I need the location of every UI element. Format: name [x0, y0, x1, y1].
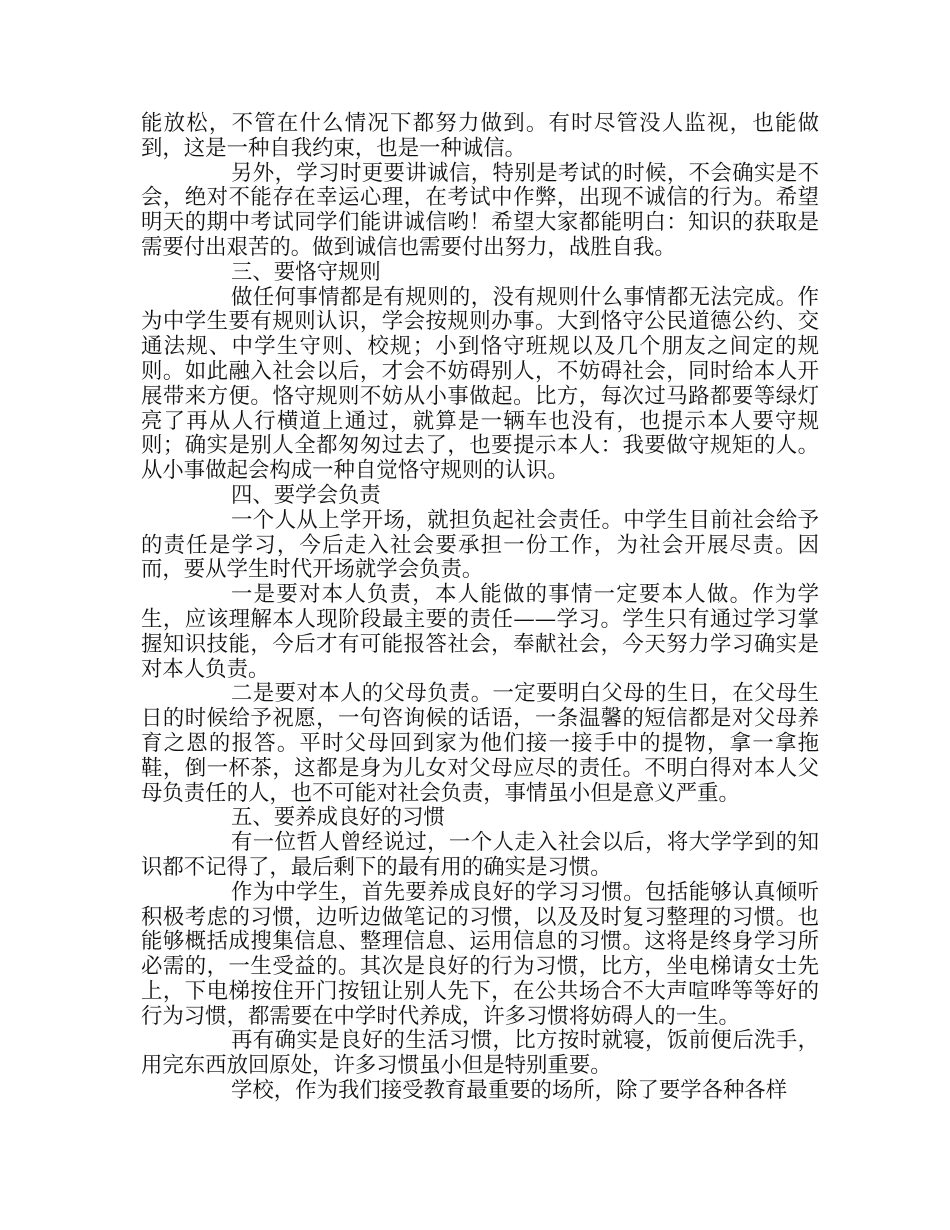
paragraph-12: 再有确实是良好的生活习惯，比方按时就寝，饭前便后洗手，用完东西放回原处，许多习惯虽小但是特别重要。 — [141, 1028, 819, 1079]
document-page — [141, 112, 819, 1104]
paragraph-1: 能放松，不管在什么情况下都努力做到。有时尽管没人监视，也能做到，这是一种自我约束，也是一种诚信。 — [141, 111, 819, 161]
paragraph-13: 学校，作为我们接受教育最重要的场所，除了要学各种各样 — [231, 1078, 788, 1104]
paragraph-2: 另外，学习时更要讲诚信，特别是考试的时候，不会确实是不会，绝对不能存在幸运心理，在考试中作弊，出现不诚信的行为。希望明天的期中考试同学们能讲诚信哟！希望大家都能明白：知识的获取是需要付出艰苦的。做到诚信也需要付出努力，战胜自我。 — [141, 160, 819, 260]
paragraph-4: 做任何事情都是有规则的，没有规则什么事情都无法完成。作为中学生要有规则认识，学会按规则办事。大到恪守公民道德公约、交通法规、中学生守则、校规；小到恪守班规以及几个朋友之间定的规则。如此融入社会以后，才会不妨碍别人，不妨碍社会，同时给本人开展带来方便。恪守规则不妨从小事做起。比方，每次过马路都要等绿灯亮了再从人行横道上通过，就算是一辆车也没有，也提示本人要守规则；确实是别人全都匆匆过去了，也要提示本人：我要做守规矩的人。从小事做起会构成一种自觉恪守规则的认识。 — [141, 284, 819, 484]
paragraph-10: 有一位哲人曾经说过，一个人走入社会以后，将大学学到的知识都不记得了，最后剩下的最有用的确实是习惯。 — [141, 830, 819, 880]
section-heading-5: 五、要养成良好的习惯 — [231, 805, 445, 831]
section-heading-4: 四、要学会负责 — [231, 482, 381, 508]
paragraph-8: 二是要对本人的父母负责。一定要明白父母的生日，在父母生日的时候给予祝愿，一句咨询候的话语，一条温馨的短信都是对父母养育之恩的报答。平时父母回到家为他们接一接手中的提物，拿一拿拖鞋，倒一杯茶，这都是身为儿女对父母应尽的责任。不明白得对本人父母负责任的人，也不可能对社会负责，事情虽小但是意义严重。 — [141, 681, 819, 806]
paragraph-7: 一是要对本人负责，本人能做的事情一定要本人做。作为学生，应该理解本人现阶段最主要的责任——学习。学生只有通过学习掌握知识技能，今后才有可能报答社会，奉献社会，今天努力学习确实是对本人负责。 — [141, 582, 819, 682]
paragraph-11: 作为中学生，首先要养成良好的学习习惯。包括能够认真倾听积极考虑的习惯，边听边做笔记的习惯，以及及时复习整理的习惯。也能够概括成搜集信息、整理信息、运用信息的习惯。这将是终身学习所必需的，一生受益的。其次是良好的行为习惯，比方，坐电梯请女士先上，下电梯按住开门按钮让别人先下，在公共场合不大声喧哗等等好的行为习惯，都需要在中学时代养成，许多习惯将妨碍人的一生。 — [141, 879, 819, 1029]
section-heading-3: 三、要恪守规则 — [231, 259, 381, 285]
paragraph-6: 一个人从上学开场，就担负起社会责任。中学生目前社会给予的责任是学习，今后走入社会要承担一份工作，为社会开展尽责。因而，要从学生时代开场就学会负责。 — [141, 507, 819, 583]
